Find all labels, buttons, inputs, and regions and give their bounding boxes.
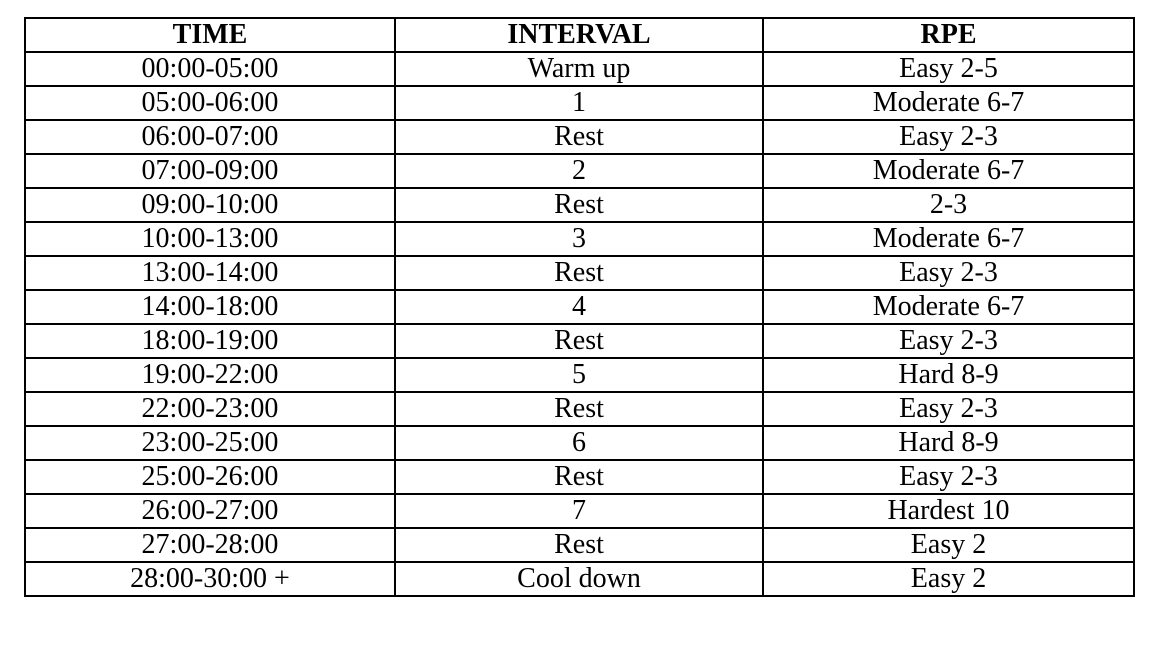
time-cell: 28:00-30:00 + xyxy=(25,562,395,596)
rpe-cell: Easy 2-3 xyxy=(763,256,1134,290)
rpe-cell: 2-3 xyxy=(763,188,1134,222)
table-row xyxy=(25,188,1134,222)
interval-cell: 3 xyxy=(395,222,763,256)
interval-cell: Rest xyxy=(395,324,763,358)
table-header xyxy=(25,18,1134,52)
time-cell: 19:00-22:00 xyxy=(25,358,395,392)
interval-cell: Rest xyxy=(395,528,763,562)
rpe-cell: Moderate 6-7 xyxy=(763,222,1134,256)
table-row xyxy=(25,426,1134,460)
time-cell: 09:00-10:00 xyxy=(25,188,395,222)
rpe-cell: Moderate 6-7 xyxy=(763,290,1134,324)
interval-cell: 2 xyxy=(395,154,763,188)
interval-cell: 5 xyxy=(395,358,763,392)
table-body xyxy=(25,52,1134,596)
table-row xyxy=(25,392,1134,426)
table-row xyxy=(25,358,1134,392)
rpe-cell: Moderate 6-7 xyxy=(763,86,1134,120)
table-row xyxy=(25,494,1134,528)
time-cell: 00:00-05:00 xyxy=(25,52,395,86)
time-cell: 25:00-26:00 xyxy=(25,460,395,494)
rpe-cell: Hard 8-9 xyxy=(763,426,1134,460)
header-row xyxy=(25,18,1134,52)
interval-cell: 4 xyxy=(395,290,763,324)
time-cell: 10:00-13:00 xyxy=(25,222,395,256)
interval-cell: 6 xyxy=(395,426,763,460)
interval-cell: Cool down xyxy=(395,562,763,596)
rpe-cell: Easy 2 xyxy=(763,528,1134,562)
rpe-cell: Easy 2-3 xyxy=(763,392,1134,426)
table-row xyxy=(25,460,1134,494)
time-cell: 06:00-07:00 xyxy=(25,120,395,154)
interval-cell: Rest xyxy=(395,460,763,494)
header-time: TIME xyxy=(25,18,395,52)
time-cell: 05:00-06:00 xyxy=(25,86,395,120)
rpe-cell: Easy 2-3 xyxy=(763,324,1134,358)
interval-cell: Rest xyxy=(395,188,763,222)
table-row xyxy=(25,324,1134,358)
table-row xyxy=(25,52,1134,86)
header-rpe: RPE xyxy=(763,18,1134,52)
interval-cell: Warm up xyxy=(395,52,763,86)
header-interval: INTERVAL xyxy=(395,18,763,52)
rpe-cell: Easy 2-3 xyxy=(763,460,1134,494)
interval-cell: Rest xyxy=(395,256,763,290)
time-cell: 23:00-25:00 xyxy=(25,426,395,460)
interval-cell: Rest xyxy=(395,120,763,154)
rpe-cell: Hardest 10 xyxy=(763,494,1134,528)
time-cell: 18:00-19:00 xyxy=(25,324,395,358)
interval-cell: 1 xyxy=(395,86,763,120)
time-cell: 07:00-09:00 xyxy=(25,154,395,188)
table-row xyxy=(25,120,1134,154)
rpe-cell: Easy 2-3 xyxy=(763,120,1134,154)
interval-cell: 7 xyxy=(395,494,763,528)
time-cell: 22:00-23:00 xyxy=(25,392,395,426)
time-cell: 26:00-27:00 xyxy=(25,494,395,528)
rpe-cell: Easy 2-5 xyxy=(763,52,1134,86)
time-cell: 13:00-14:00 xyxy=(25,256,395,290)
table-row xyxy=(25,154,1134,188)
rpe-cell: Moderate 6-7 xyxy=(763,154,1134,188)
table-row xyxy=(25,222,1134,256)
time-cell: 14:00-18:00 xyxy=(25,290,395,324)
interval-cell: Rest xyxy=(395,392,763,426)
time-cell: 27:00-28:00 xyxy=(25,528,395,562)
table-row xyxy=(25,256,1134,290)
table-row xyxy=(25,86,1134,120)
table-row xyxy=(25,528,1134,562)
interval-table xyxy=(24,17,1135,597)
rpe-cell: Easy 2 xyxy=(763,562,1134,596)
table-row xyxy=(25,562,1134,596)
table-row xyxy=(25,290,1134,324)
rpe-cell: Hard 8-9 xyxy=(763,358,1134,392)
